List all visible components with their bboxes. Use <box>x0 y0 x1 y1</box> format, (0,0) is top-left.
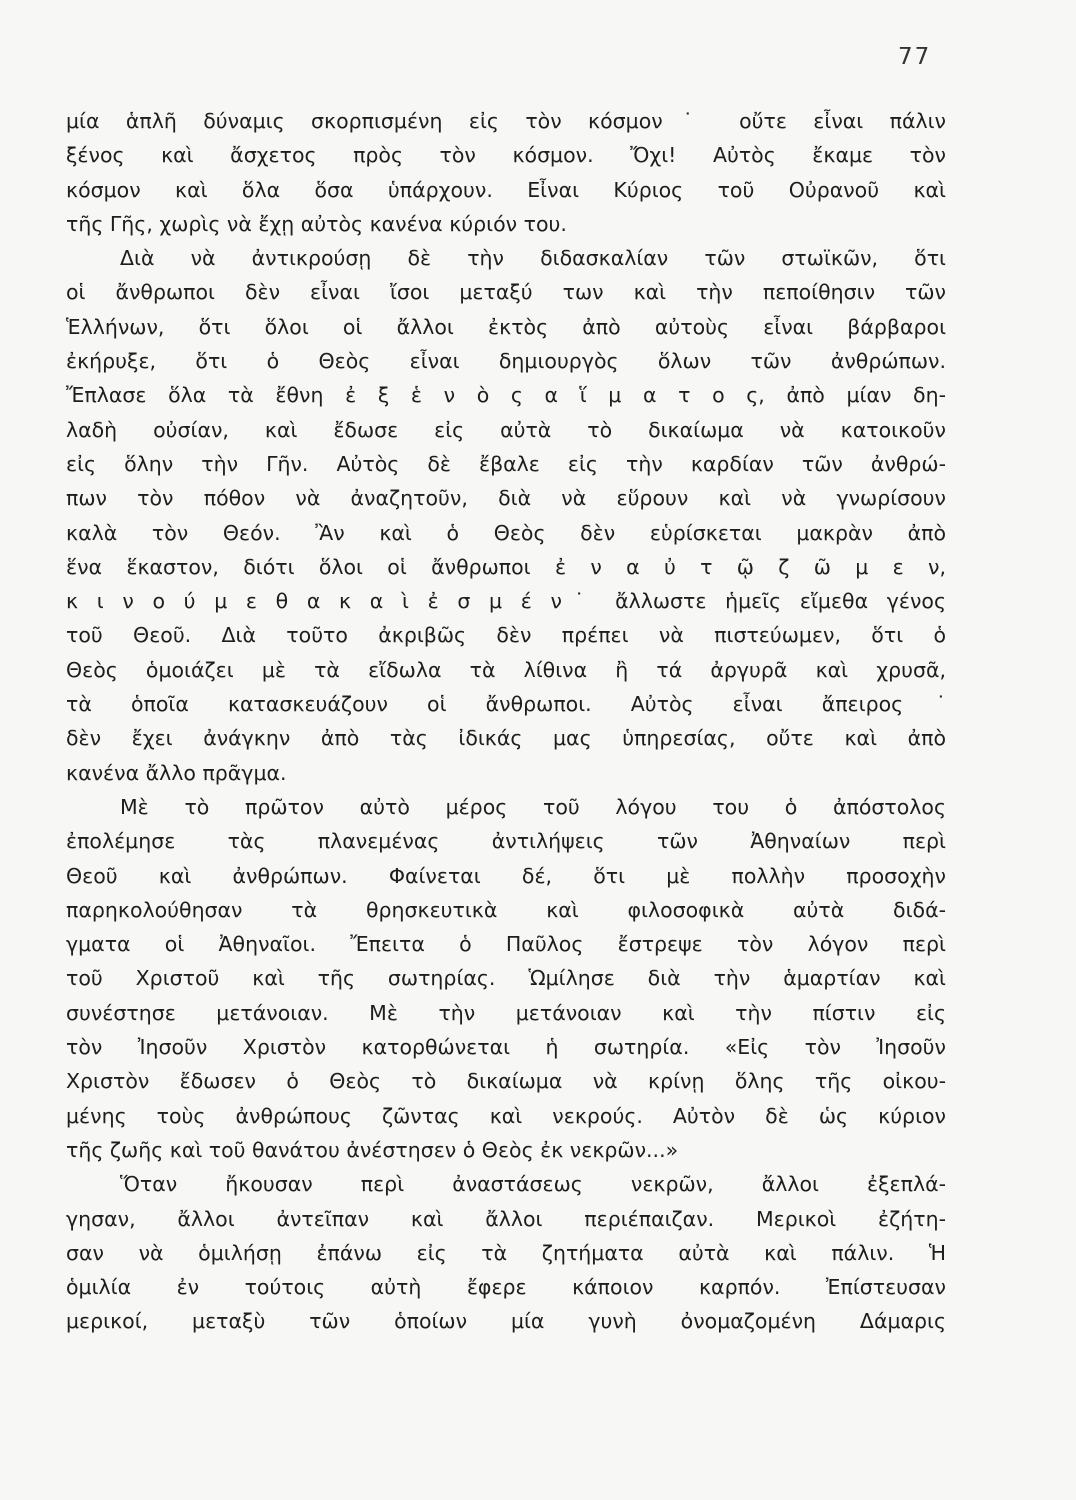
text-line: μερικοί, μεταξὺ τῶν ὁποίων μία γυνὴ ὀνομαζομένη Δάμαρις <box>66 1309 946 1334</box>
text-line: τὸν Ἰησοῦν Χριστὸν κατορθώνεται ἡ σωτηρία. «Εἰς τὸν Ἰησοῦν <box>66 1035 946 1060</box>
paragraph-start-line: Διὰ νὰ ἀντικρούσῃ δὲ τὴν διδασκαλίαν τῶν στωϊκῶν, ὅτι <box>120 246 946 271</box>
paragraph-start-line: Μὲ τὸ πρῶτον αὐτὸ μέρος τοῦ λόγου του ὁ ἀπόστολος <box>120 794 946 819</box>
text-line: ὁμιλία ἐν τούτοις αὐτὴ ἔφερε κάποιον καρπόν. Ἐπίστευσαν <box>66 1275 946 1300</box>
text-line: σαν νὰ ὁμιλήσῃ ἐπάνω εἰς τὰ ζητήματα αὐτὰ καὶ πάλιν. Ἡ <box>66 1240 946 1265</box>
text-line: τῆς Γῆς, χωρὶς νὰ ἔχῃ αὐτὸς κανένα κύριόν του. <box>66 211 567 236</box>
body-text <box>66 104 946 1339</box>
text-line: Θεὸς ὁμοιάζει μὲ τὰ εἴδωλα τὰ λίθινα ἢ τά ἀργυρᾶ καὶ χρυσᾶ, <box>66 657 946 682</box>
text-line: ἐπολέμησε τὰς πλανεμένας ἀντιλήψεις τῶν Ἀθηναίων περὶ <box>66 829 946 854</box>
text-line: μία ἁπλῆ δύναμις σκορπισμένη εἰς τὸν κόσμον˙ οὔτε εἶναι πάλιν <box>66 109 946 133</box>
text-line: καλὰ τὸν Θεόν. Ἂν καὶ ὁ Θεὸς δὲν εὑρίσκεται μακρὰν ἀπὸ <box>66 520 946 545</box>
text-line: γματα οἱ Ἀθηναῖοι. Ἔπειτα ὁ Παῦλος ἔστρεψε τὸν λόγον περὶ <box>66 932 946 957</box>
text-line: ἕνα ἕκαστον, διότι ὅλοι οἱ ἄνθρωποι ἐ ν α ὐ τ ῷ ζ ῶ μ ε ν, <box>66 554 946 579</box>
text-line: τοῦ Χριστοῦ καὶ τῆς σωτηρίας. Ὡμίλησε διὰ τὴν ἁμαρτίαν καὶ <box>66 966 946 991</box>
text-line: ἐκήρυξε, ὅτι ὁ Θεὸς εἶναι δημιουργὸς ὅλων τῶν ἀνθρώπων. <box>66 349 946 374</box>
text-line: Θεοῦ καὶ ἀνθρώπων. Φαίνεται δέ, ὅτι μὲ πολλὴν προσοχὴν <box>66 863 946 888</box>
text-line: κ ι ν ο ύ μ ε θ α κ α ὶ ἐ σ μ έ ν˙ ἄλλωστε ἡμεῖς εἴμεθα γένος <box>66 589 946 614</box>
text-line: κανένα ἄλλο πρᾶγμα. <box>66 760 287 785</box>
text-line: γησαν, ἄλλοι ἀντεῖπαν καὶ ἄλλοι περιέπαιζαν. Μερικοὶ ἐζήτη- <box>66 1206 946 1231</box>
text-line: συνέστησε μετάνοιαν. Μὲ τὴν μετάνοιαν καὶ τὴν πίστιν εἰς <box>66 1000 946 1025</box>
text-line: Ἔπλασε ὅλα τὰ ἔθνη ἐ ξ ἑ ν ὸ ς α ἵ μ α τ ο ς, ἀπὸ μίαν δη- <box>66 383 946 408</box>
text-line: τοῦ Θεοῦ. Διὰ τοῦτο ἀκριβῶς δὲν πρέπει νὰ πιστεύωμεν, ὅτι ὁ <box>66 623 946 648</box>
paragraph-start-line: Ὅταν ἤκουσαν περὶ ἀναστάσεως νεκρῶν, ἄλλοι ἐξεπλά- <box>120 1172 946 1197</box>
text-line: τῆς ζωῆς καὶ τοῦ θανάτου ἀνέστησεν ὁ Θεὸς ἐκ νεκρῶν...» <box>66 1137 679 1162</box>
text-line: μένης τοὺς ἀνθρώπους ζῶντας καὶ νεκρούς. Αὐτὸν δὲ ὡς κύριον <box>66 1103 946 1128</box>
text-line: παρηκολούθησαν τὰ θρησκευτικὰ καὶ φιλοσοφικὰ αὐτὰ διδά- <box>66 897 946 922</box>
text-line: κόσμον καὶ ὅλα ὅσα ὑπάρχουν. Εἶναι Κύριος τοῦ Οὐρανοῦ καὶ <box>66 177 946 202</box>
text-line: δὲν ἔχει ἀνάγκην ἀπὸ τὰς ἰδικάς μας ὑπηρεσίας, οὔτε καὶ ἀπὸ <box>66 726 946 751</box>
text-line: εἰς ὅλην τὴν Γῆν. Αὐτὸς δὲ ἔβαλε εἰς τὴν καρδίαν τῶν ἀνθρώ- <box>66 451 946 476</box>
text-line: λαδὴ οὐσίαν, καὶ ἔδωσε εἰς αὐτὰ τὸ δικαίωμα νὰ κατοικοῦν <box>66 417 946 442</box>
text-line: τὰ ὁποῖα κατασκευάζουν οἱ ἄνθρωποι. Αὐτὸς εἶναι ἄπειρος˙ <box>66 692 946 717</box>
text-line: οἱ ἄνθρωποι δὲν εἶναι ἴσοι μεταξύ των καὶ τὴν πεποίθησιν τῶν <box>66 280 946 305</box>
text-line: ξένος καὶ ἄσχετος πρὸς τὸν κόσμον. Ὄχι! Αὐτὸς ἔκαμε τὸν <box>66 143 946 168</box>
text-line: Χριστὸν ἔδωσεν ὁ Θεὸς τὸ δικαίωμα νὰ κρίνῃ ὅλης τῆς οἰκου- <box>66 1069 946 1094</box>
page-number: 77 <box>898 44 932 70</box>
text-line: Ἑλλήνων, ὅτι ὅλοι οἱ ἄλλοι ἐκτὸς ἀπὸ αὐτοὺς εἶναι βάρβαροι <box>66 314 946 339</box>
text-line: πων τὸν πόθον νὰ ἀναζητοῦν, διὰ νὰ εὕρουν καὶ νὰ γνωρίσουν <box>66 486 946 511</box>
